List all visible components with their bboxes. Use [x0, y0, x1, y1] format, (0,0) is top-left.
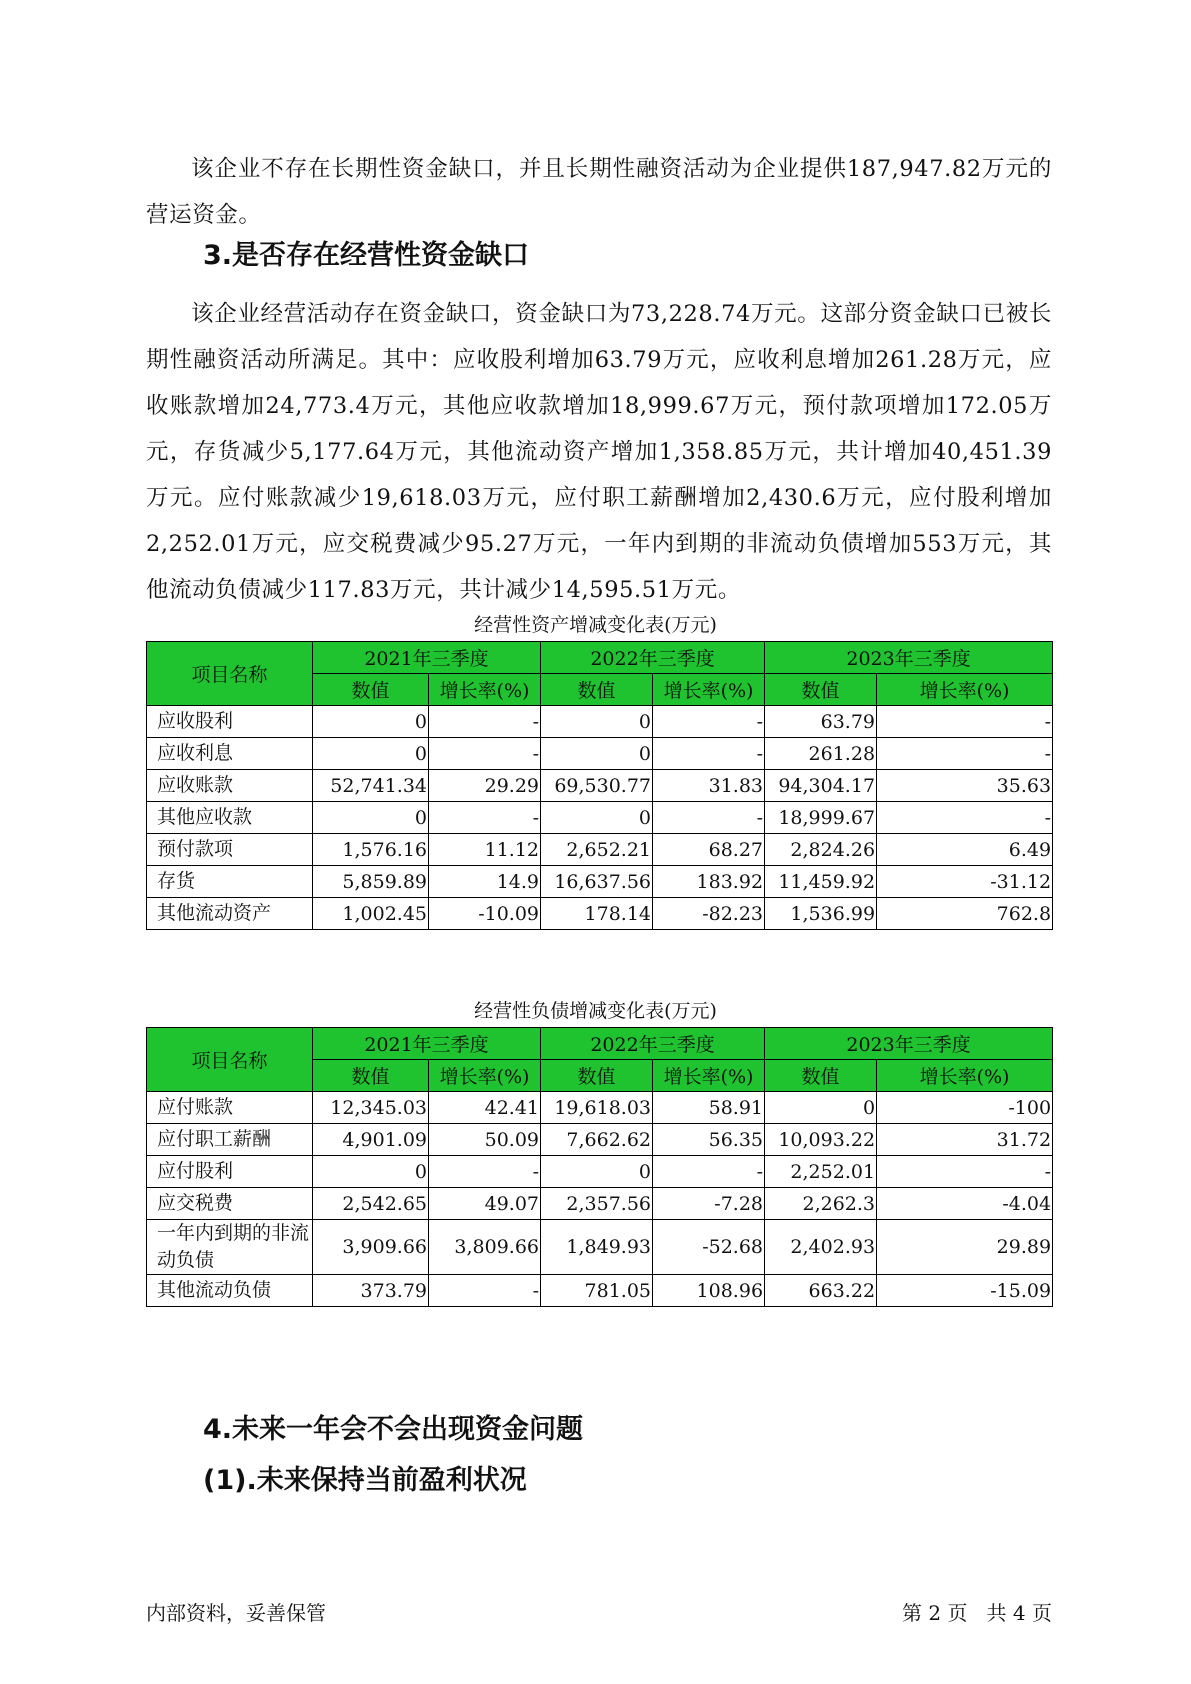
row-item-name: 应收账款: [147, 770, 313, 802]
growth-rate-cell: 762.8: [877, 898, 1053, 930]
value-header: 数值: [541, 1060, 653, 1092]
value-cell: 4,901.09: [313, 1124, 429, 1156]
growth-rate-cell: -31.12: [877, 866, 1053, 898]
value-cell: 0: [313, 738, 429, 770]
value-cell: 94,304.17: [765, 770, 877, 802]
value-cell: 2,824.26: [765, 834, 877, 866]
row-item-name: 其他流动资产: [147, 898, 313, 930]
value-cell: 0: [313, 706, 429, 738]
period-header: 2023年三季度: [765, 1028, 1053, 1060]
growth-rate-cell: 108.96: [653, 1275, 765, 1307]
period-header: 2021年三季度: [313, 1028, 541, 1060]
value-cell: 63.79: [765, 706, 877, 738]
growth-rate-cell: -7.28: [653, 1188, 765, 1220]
value-cell: 10,093.22: [765, 1124, 877, 1156]
growth-rate-cell: -: [429, 738, 541, 770]
table-row: [147, 1156, 1053, 1188]
table-row: [147, 738, 1053, 770]
row-item-name: 其他应收款: [147, 802, 313, 834]
row-item-name: 应付职工薪酬: [147, 1124, 313, 1156]
value-cell: 2,252.01: [765, 1156, 877, 1188]
asset-table-caption: 经营性资产增减变化表(万元): [474, 614, 717, 636]
value-cell: 0: [313, 802, 429, 834]
table-row: [147, 866, 1053, 898]
value-cell: 11,459.92: [765, 866, 877, 898]
row-item-name: 应付账款: [147, 1092, 313, 1124]
value-cell: 0: [313, 1156, 429, 1188]
growth-rate-header: 增长率(%): [429, 1060, 541, 1092]
value-cell: 2,357.56: [541, 1188, 653, 1220]
growth-rate-cell: -: [653, 706, 765, 738]
value-cell: 12,345.03: [313, 1092, 429, 1124]
value-cell: 2,262.3: [765, 1188, 877, 1220]
growth-rate-cell: -52.68: [653, 1220, 765, 1275]
intro-paragraph: 该企业不存在长期性资金缺口，并且长期性融资活动为企业提供187,947.82万元的营运资金。: [146, 156, 1052, 228]
footer-confidential-note: 内部资料，妥善保管: [146, 1601, 326, 1625]
period-header: 2022年三季度: [541, 1028, 765, 1060]
growth-rate-header: 增长率(%): [877, 1060, 1053, 1092]
growth-rate-cell: -: [653, 738, 765, 770]
value-header: 数值: [541, 674, 653, 706]
table-row: [147, 898, 1053, 930]
liability-change-table: [146, 1027, 1053, 1307]
value-cell: 781.05: [541, 1275, 653, 1307]
period-header: 2021年三季度: [313, 642, 541, 674]
footer-page-number: 第 2 页 共 4 页: [902, 1601, 1052, 1625]
growth-rate-cell: -: [429, 1156, 541, 1188]
row-item-name: 一年内到期的非流动负债: [147, 1220, 313, 1275]
value-cell: 663.22: [765, 1275, 877, 1307]
growth-rate-cell: 183.92: [653, 866, 765, 898]
growth-rate-cell: 14.9: [429, 866, 541, 898]
growth-rate-cell: -: [429, 706, 541, 738]
value-cell: 19,618.03: [541, 1092, 653, 1124]
value-cell: 0: [541, 706, 653, 738]
growth-rate-header: 增长率(%): [653, 674, 765, 706]
value-cell: 1,849.93: [541, 1220, 653, 1275]
growth-rate-cell: -10.09: [429, 898, 541, 930]
section-heading-4: 4.未来一年会不会出现资金问题: [203, 1414, 584, 1445]
row-item-name: 存货: [147, 866, 313, 898]
growth-rate-cell: -: [877, 1156, 1053, 1188]
growth-rate-header: 增长率(%): [877, 674, 1053, 706]
growth-rate-cell: 68.27: [653, 834, 765, 866]
asset-change-table: [146, 641, 1053, 930]
table-row: [147, 1188, 1053, 1220]
growth-rate-header: 增长率(%): [429, 674, 541, 706]
value-cell: 18,999.67: [765, 802, 877, 834]
growth-rate-cell: -4.04: [877, 1188, 1053, 1220]
value-cell: 1,576.16: [313, 834, 429, 866]
growth-rate-cell: -: [429, 1275, 541, 1307]
value-header: 数值: [313, 1060, 429, 1092]
growth-rate-cell: -: [653, 1156, 765, 1188]
value-header: 数值: [765, 1060, 877, 1092]
period-header: 2022年三季度: [541, 642, 765, 674]
growth-rate-cell: -15.09: [877, 1275, 1053, 1307]
section-heading-3: 3.是否存在经营性资金缺口: [203, 240, 530, 271]
growth-rate-cell: 35.63: [877, 770, 1053, 802]
growth-rate-cell: -: [653, 802, 765, 834]
growth-rate-cell: 11.12: [429, 834, 541, 866]
row-item-name: 应收利息: [147, 738, 313, 770]
value-cell: 0: [541, 1156, 653, 1188]
value-cell: 7,662.62: [541, 1124, 653, 1156]
value-cell: 261.28: [765, 738, 877, 770]
value-cell: 5,859.89: [313, 866, 429, 898]
growth-rate-cell: 56.35: [653, 1124, 765, 1156]
value-header: 数值: [313, 674, 429, 706]
table-row: [147, 834, 1053, 866]
row-item-name: 应付股利: [147, 1156, 313, 1188]
growth-rate-cell: 50.09: [429, 1124, 541, 1156]
table-row: [147, 1124, 1053, 1156]
growth-rate-cell: 6.49: [877, 834, 1053, 866]
value-cell: 69,530.77: [541, 770, 653, 802]
growth-rate-cell: 29.29: [429, 770, 541, 802]
table-row: [147, 802, 1053, 834]
value-cell: 2,652.21: [541, 834, 653, 866]
growth-rate-cell: -82.23: [653, 898, 765, 930]
value-cell: 1,536.99: [765, 898, 877, 930]
value-header: 数值: [765, 674, 877, 706]
value-cell: 0: [541, 802, 653, 834]
growth-rate-cell: -: [877, 802, 1053, 834]
table-row: [147, 1220, 1053, 1275]
value-cell: 178.14: [541, 898, 653, 930]
table-row: [147, 1092, 1053, 1124]
growth-rate-cell: 49.07: [429, 1188, 541, 1220]
item-name-header: 项目名称: [147, 1028, 313, 1092]
value-cell: 1,002.45: [313, 898, 429, 930]
growth-rate-cell: 3,809.66: [429, 1220, 541, 1275]
row-item-name: 其他流动负债: [147, 1275, 313, 1307]
liability-table-caption: 经营性负债增减变化表(万元): [474, 1000, 717, 1022]
value-cell: 373.79: [313, 1275, 429, 1307]
value-cell: 52,741.34: [313, 770, 429, 802]
value-cell: 3,909.66: [313, 1220, 429, 1275]
subsection-heading-4-1: (1).未来保持当前盈利状况: [203, 1465, 527, 1496]
growth-rate-cell: -100: [877, 1092, 1053, 1124]
growth-rate-cell: -: [429, 802, 541, 834]
value-cell: 16,637.56: [541, 866, 653, 898]
table-row: [147, 770, 1053, 802]
value-cell: 2,402.93: [765, 1220, 877, 1275]
value-cell: 0: [765, 1092, 877, 1124]
growth-rate-cell: 31.72: [877, 1124, 1053, 1156]
growth-rate-cell: 31.83: [653, 770, 765, 802]
value-cell: 2,542.65: [313, 1188, 429, 1220]
value-cell: 0: [541, 738, 653, 770]
growth-rate-cell: 42.41: [429, 1092, 541, 1124]
row-item-name: 应收股利: [147, 706, 313, 738]
row-item-name: 应交税费: [147, 1188, 313, 1220]
growth-rate-header: 增长率(%): [653, 1060, 765, 1092]
growth-rate-cell: -: [877, 738, 1053, 770]
row-item-name: 预付款项: [147, 834, 313, 866]
table-row: [147, 1275, 1053, 1307]
operating-gap-paragraph: 该企业经营活动存在资金缺口，资金缺口为73,228.74万元。这部分资金缺口已被长期性融资活动所满足。其中：应收股利增加63.79万元，应收利息增加261.28万元，应收账款增加24,773.4万元，其他应收款增加18,999.67万元，预付款项增加172.05万元，存货减少5,177.64万元，其他流动资产增加1,358.85万元，共计增加40,451.39万元。应付账款减少19,618.03万元，应付职工薪酬增加2,430.6万元，应付股利增加2,252.01万元，应交税费减少95.27万元，一年内到期的非流动负债增加553万元，其他流动负债减少117.83万元，共计减少14,595.51万元。: [146, 301, 1052, 603]
growth-rate-cell: -: [877, 706, 1053, 738]
table-row: [147, 706, 1053, 738]
growth-rate-cell: 58.91: [653, 1092, 765, 1124]
period-header: 2023年三季度: [765, 642, 1053, 674]
growth-rate-cell: 29.89: [877, 1220, 1053, 1275]
item-name-header: 项目名称: [147, 642, 313, 706]
